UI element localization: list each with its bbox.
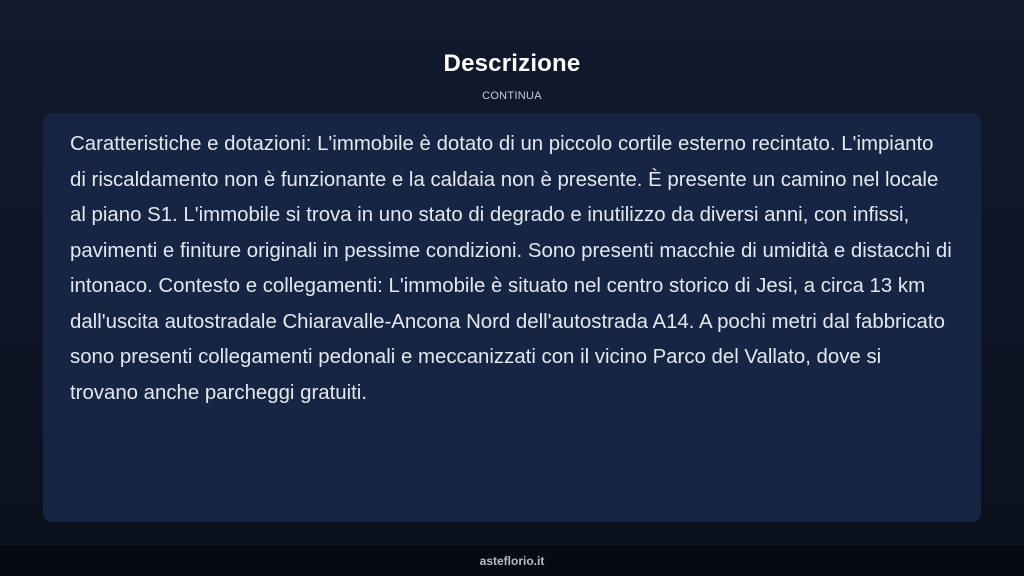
footer-bar xyxy=(0,544,1024,576)
description-card xyxy=(43,113,981,522)
page-title: Descrizione xyxy=(443,50,581,77)
continue-link[interactable]: CONTINUA xyxy=(482,90,542,102)
description-text: Caratteristiche e dotazioni: L'immobile è dotato di un piccolo cortile esterno recintato. L'impianto di riscaldamento non è funzionante e la caldaia non è presente. È presente un camino nel locale al piano S1. L'immobile si trova in uno stato di degrado e inutilizzo da diversi anni, con infissi, pavimenti e finiture originali in pessime condizioni. Sono presenti macchie di umidità e distacchi di intonaco. Contesto e collegamenti: L'immobile è situato nel centro storico di Jesi, a circa 13 km dall'uscita autostradale Chiaravalle-Ancona Nord dell'autostrada A14. A pochi metri dal fabbricato sono presenti collegamenti pedonali e meccanizzati con il vicino Parco del Vallato, dove si trovano anche parcheggi gratuiti. xyxy=(70,133,952,404)
site-name: asteflorio.it xyxy=(479,554,545,568)
